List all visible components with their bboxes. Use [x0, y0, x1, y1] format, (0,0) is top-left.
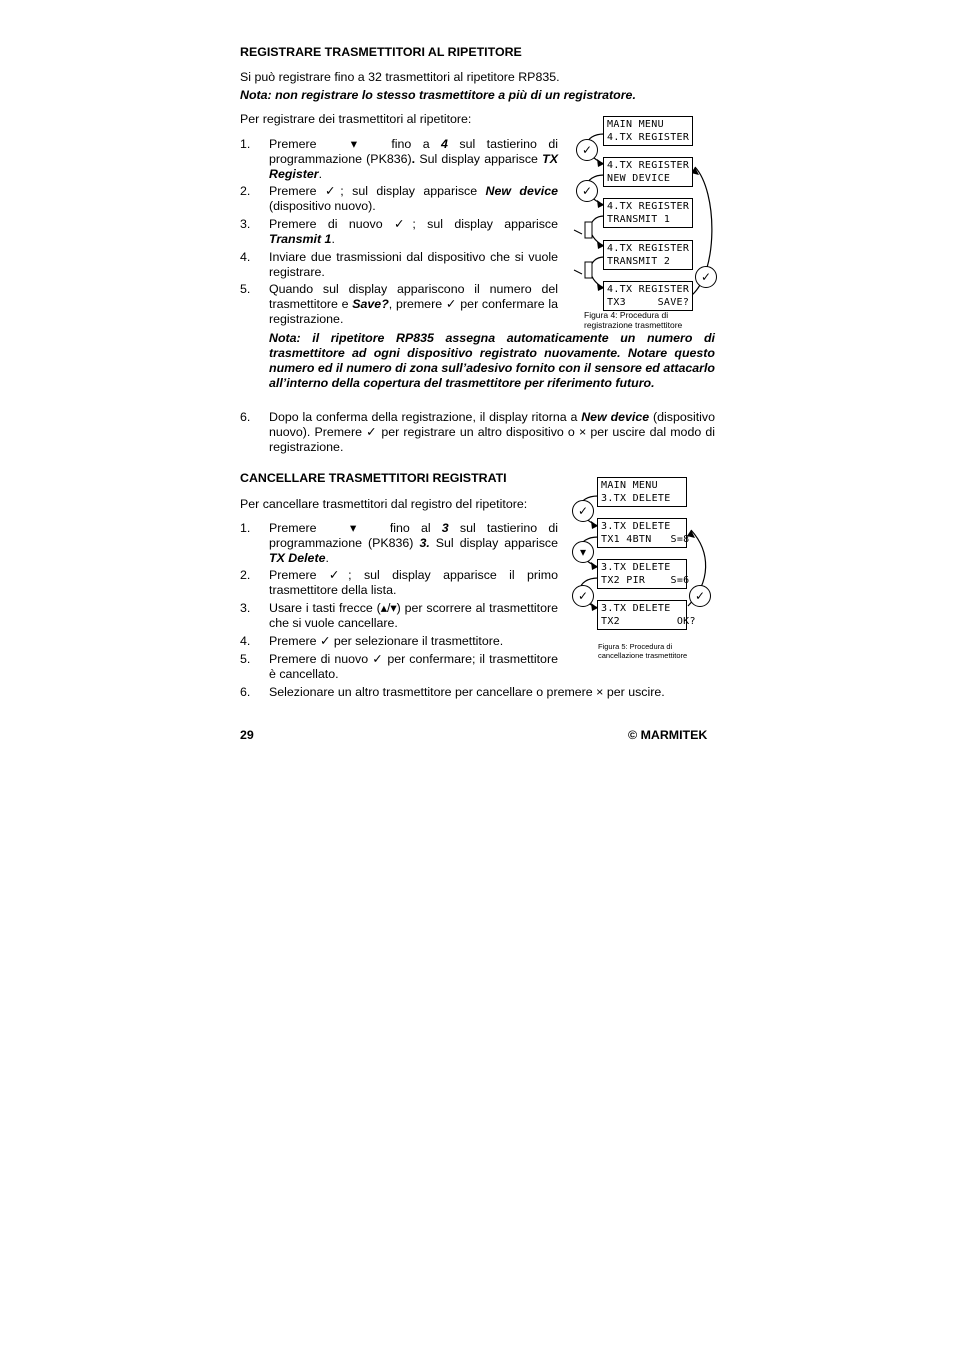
check-icon: ✓ — [328, 568, 349, 582]
check-icon: ✓ — [394, 217, 413, 231]
check-icon: ✓ — [576, 139, 598, 161]
lead-text: Per cancellare trasmettitori dal registro del ripetitore: — [240, 497, 528, 511]
list-item: 1. Premere ▾ fino al 3 sul tastierino di programmazione (PK836) 3. Sul display apparisce TX Delete. — [240, 521, 558, 565]
list-item: 6. Selezionare un altro trasmettitore per cancellare o premere × per uscire. — [240, 685, 665, 699]
check-icon: ✓ — [366, 425, 378, 439]
figure-caption: Figura 4: Procedura di registrazione trasmettitore — [584, 310, 683, 330]
warning-note: Nota: non registrare lo stesso trasmettitore a più di un registratore. — [240, 88, 636, 102]
check-icon: ✓ — [324, 184, 341, 198]
lcd-screen: 4.TX REGISTER TRANSMIT 1 — [603, 198, 693, 228]
lcd-screen: 4.TX REGISTER TRANSMIT 2 — [603, 240, 693, 270]
section-heading-register: REGISTRARE TRASMETTITORI AL RIPETITORE — [240, 45, 522, 59]
down-arrow-icon: ▾ — [350, 521, 357, 535]
check-icon: ✓ — [445, 297, 457, 311]
list-item: 3. Premere di nuovo ✓; sul display apparisce Transmit 1. — [240, 217, 558, 246]
list-item: 1. Premere ▾ fino a 4 sul tastierino di programmazione (PK836). Sul display apparisce TX Register. — [240, 137, 559, 181]
check-icon: ✓ — [372, 652, 384, 666]
lcd-screen: 3.TX DELETE TX2 PIR S=6 — [597, 559, 687, 589]
lcd-screen: 3.TX DELETE TX1 4BTN S=8 — [597, 518, 687, 548]
list-item: 5. Premere di nuovo ✓ per confermare; il trasmettitore è cancellato. — [240, 652, 558, 681]
list-item: 4. Premere ✓ per selezionare il trasmettitore. — [240, 634, 504, 648]
list-item: 3. Usare i tasti frecce (▴/▾) per scorrere al trasmettitore che si vuole cancellare. — [240, 601, 558, 630]
assignment-note: Nota: il ripetitore RP835 assegna automaticamente un numero di trasmettitore ad ogni dispositivo registrato nuovamente. Notare questo numero ed il numero di zona sull’adesivo fornito con il sensore ed attacarlo all’interno della copertura del trasmettitore per riferimento futuro. — [269, 331, 715, 390]
list-item: 5. Quando sul display appariscono il numero del trasmettitore e Save?, premere ✓ per confermare la registrazione. — [240, 282, 558, 326]
lead-text: Per registrare dei trasmettitori al ripetitore: — [240, 112, 472, 126]
lcd-screen: 4.TX REGISTER NEW DEVICE — [603, 157, 693, 187]
cross-icon: × — [578, 425, 587, 439]
check-icon: ✓ — [572, 500, 594, 522]
list-item: 4. Inviare due trasmissioni dal dispositivo che si vuole registrare. — [240, 250, 558, 279]
check-icon: ✓ — [689, 585, 711, 607]
down-arrow-icon: ▾ — [350, 137, 358, 151]
figure-caption: Figura 5: Procedura di cancellazione trasmettitore — [598, 642, 688, 660]
brand-footer: © MARMITEK — [628, 728, 708, 742]
intro-text: Si può registrare fino a 32 trasmettitori al ripetitore RP835. — [240, 70, 560, 84]
list-item: 2. Premere ✓; sul display apparisce il primo trasmettitore della lista. — [240, 568, 558, 597]
up-down-arrows-icon: ▴/▾ — [380, 601, 397, 615]
lcd-screen: 3.TX DELETE TX2 OK? — [597, 600, 687, 630]
check-icon: ✓ — [572, 585, 594, 607]
page-number: 29 — [240, 728, 254, 742]
check-icon: ✓ — [319, 634, 331, 648]
list-item: 6. Dopo la conferma della registrazione, il display ritorna a New device (dispositivo nuovo). Premere ✓ per registrare un altro dispositivo o × per uscire dal modo di registrazione. — [240, 410, 715, 454]
check-icon: ✓ — [576, 180, 598, 202]
lcd-screen: MAIN MENU 4.TX REGISTER — [603, 116, 693, 146]
section-heading-delete: CANCELLARE TRASMETTITORI REGISTRATI — [240, 471, 507, 485]
lcd-screen: MAIN MENU 3.TX DELETE — [597, 477, 687, 507]
list-item: 2. Premere ✓; sul display apparisce New device (dispositivo nuovo). — [240, 184, 558, 213]
check-icon: ✓ — [695, 266, 717, 288]
lcd-screen: 4.TX REGISTER TX3 SAVE? — [603, 281, 693, 311]
cross-icon: × — [596, 685, 604, 699]
down-arrow-icon: ▾ — [572, 541, 594, 563]
